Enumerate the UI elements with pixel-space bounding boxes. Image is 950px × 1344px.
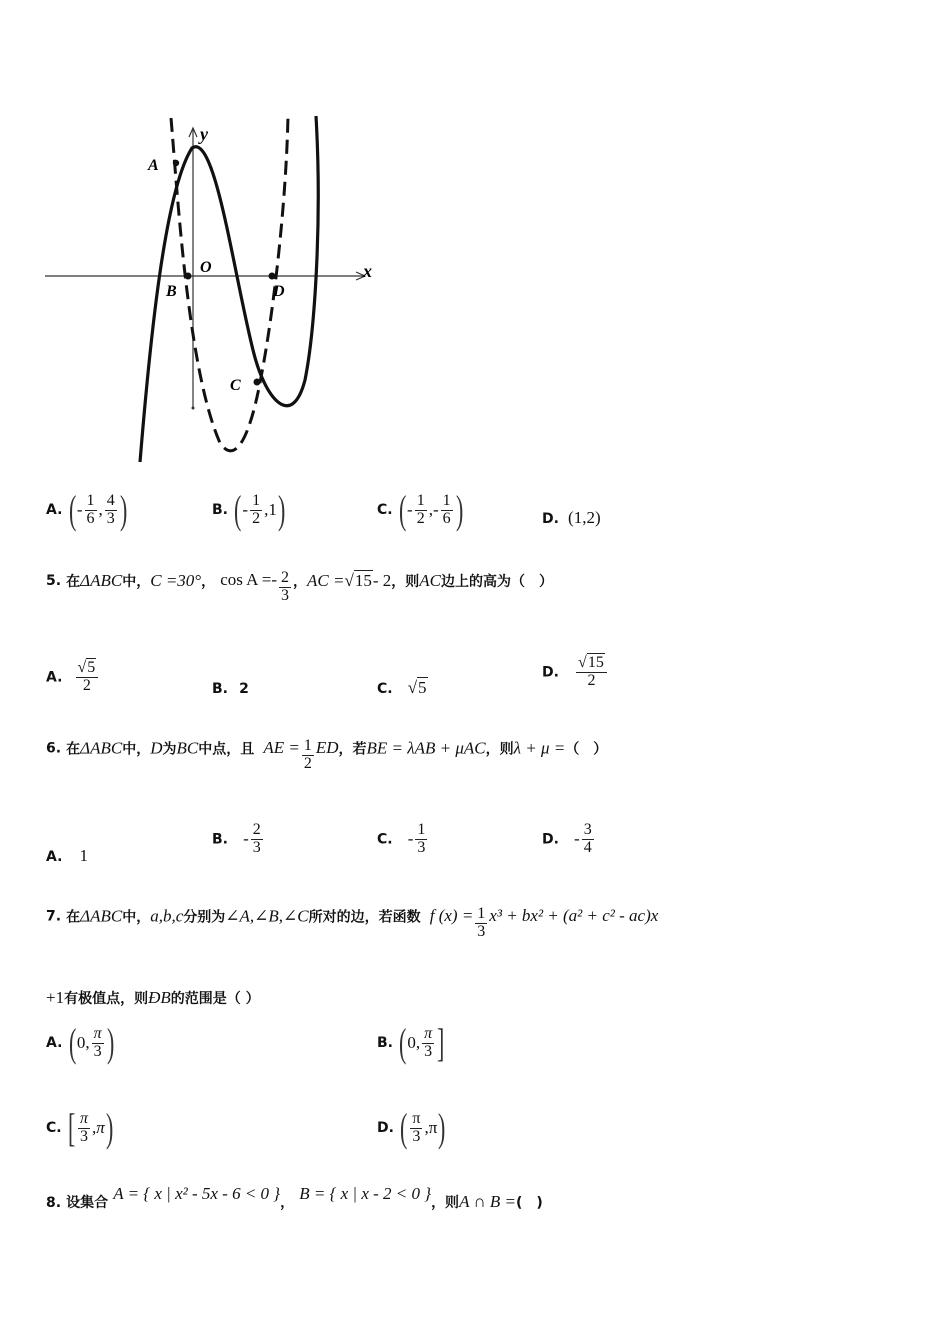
q6-option-a[interactable]: A. 1 xyxy=(46,846,89,865)
q6-option-d[interactable]: D. - $\frac{3}{4}$ xyxy=(542,821,592,856)
q4-option-a[interactable]: A. (- $\frac{1}{6}$ , $\frac{4}{3}$ ) xyxy=(46,487,128,532)
label-a: A xyxy=(148,157,159,174)
q5-option-b[interactable]: B. 2 xyxy=(212,681,249,697)
point-d xyxy=(269,273,276,280)
q7-option-d[interactable]: D. ( $\frac{\pi}{3}$ ,π) xyxy=(377,1105,446,1150)
q7-option-a[interactable]: A. (0, $\frac{\pi}{3}$ ) xyxy=(46,1020,114,1065)
question-6: 6. 在ΔABC中，D为BC中点，且 AE = $\frac{1}{2}$ ED，若BE = λAB + μAC，则λ + μ =（ ） xyxy=(46,737,608,772)
question-8: 8. 设集合 A = { x | x² - 5x - 6 < 0 }， B = { x | x - 2 < 0 }，则A ∩ B =( ) xyxy=(46,1184,543,1211)
q5-option-c[interactable]: C. √5 xyxy=(377,678,427,697)
question-5: 5. 在ΔABC中，C =30°， cos A =- $\frac{2}{3}$ ，AC =√15- 2，则AC边上的高为（ ） xyxy=(46,569,553,604)
label-o: O xyxy=(200,259,212,276)
q5-option-d[interactable]: D. $\frac{√15}{2}$ xyxy=(542,655,609,690)
q5-option-a[interactable]: A. $\frac{√5}{2}$ xyxy=(46,660,100,695)
q7-option-b[interactable]: B. (0, $\frac{\pi}{3}$ ] xyxy=(377,1020,445,1065)
label-y: y xyxy=(200,124,208,144)
q6-option-c[interactable]: C. - $\frac{1}{3}$ xyxy=(377,821,426,856)
parabola-dashed xyxy=(171,116,288,451)
q4-option-d[interactable]: D. (1,2) xyxy=(542,508,601,527)
label-b: B xyxy=(166,283,177,300)
q7-option-c[interactable]: C. [ $\frac{\pi}{3}$ ,π) xyxy=(46,1105,114,1150)
point-c xyxy=(254,379,261,386)
q4-option-c[interactable]: C. (- $\frac{1}{2}$ ,- $\frac{1}{6}$ ) xyxy=(377,487,463,532)
label-c: C xyxy=(230,377,241,394)
function-graph xyxy=(40,110,390,470)
label-x: x xyxy=(363,261,372,281)
point-b xyxy=(185,273,192,280)
question-7: 7. 在ΔABC中，a,b,c分别为∠A,∠B,∠C所对的边，若函数 f (x) = $\frac{1}{3}$ x³ + bx² + (a² + c² - ac)x xyxy=(46,905,659,940)
label-d: D xyxy=(273,283,285,300)
q6-option-b[interactable]: B. - $\frac{2}{3}$ xyxy=(212,821,261,856)
question-7-line-2: +1有极值点，则ÐB的范围是（ ） xyxy=(46,988,260,1007)
point-a xyxy=(173,160,179,166)
q4-option-b[interactable]: B. (- $\frac{1}{2}$ ,1) xyxy=(212,487,286,532)
